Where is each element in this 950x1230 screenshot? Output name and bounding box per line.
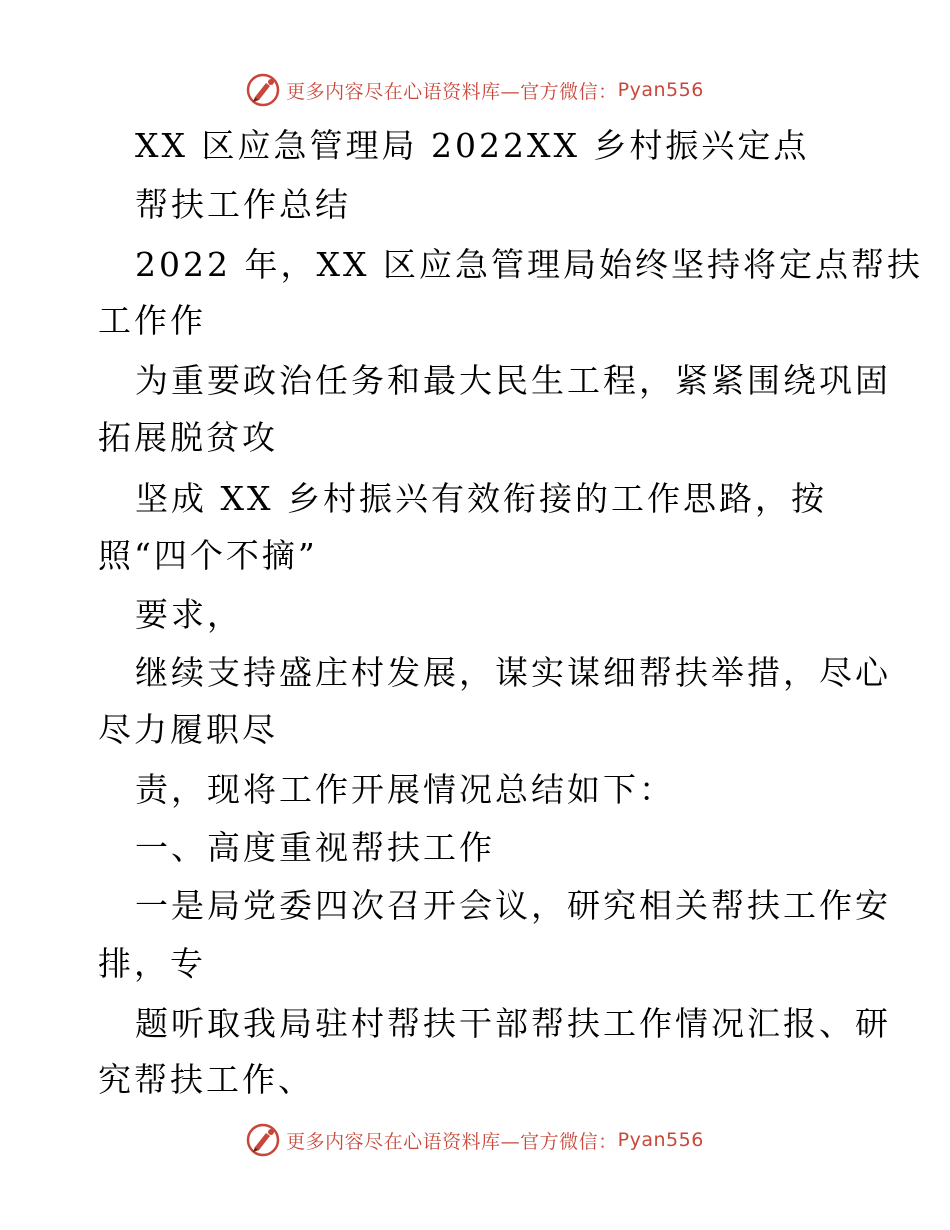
paragraph-line: 照“四个不摘” xyxy=(98,536,318,575)
watermark-wechat-id: Pyan556 xyxy=(617,1129,704,1151)
pen-logo-icon xyxy=(246,1123,280,1157)
paragraph-line: 为重要政治任务和最大民生工程，紧紧围绕巩固 xyxy=(135,361,891,400)
paragraph-line: 尽力履职尽 xyxy=(98,710,278,749)
paragraph-line: 拓展脱贫攻 xyxy=(98,418,278,457)
watermark-header xyxy=(0,70,950,110)
watermark-text: 更多内容尽在心语资料库—官方微信： xyxy=(286,80,618,103)
paragraph-line: 坚成 XX 乡村振兴有效衔接的工作思路，按 xyxy=(135,479,827,518)
watermark-wechat-id: Pyan556 xyxy=(617,79,704,101)
title-line-1: XX 区应急管理局 2022XX 乡村振兴定点 xyxy=(135,126,810,165)
watermark-text: 更多内容尽在心语资料库—官方微信： xyxy=(286,1130,618,1153)
watermark-footer xyxy=(0,1120,950,1160)
paragraph-line: 排，专 xyxy=(98,944,206,983)
pen-logo-icon xyxy=(246,73,280,107)
paragraph-line: 要求， xyxy=(135,595,243,634)
paragraph-line: 继续支持盛庄村发展，谋实谋细帮扶举措，尽心 xyxy=(135,653,891,692)
paragraph-line: 工作作 xyxy=(98,301,206,340)
paragraph-line: 2022 年，XX 区应急管理局始终坚持将定点帮扶 xyxy=(135,245,923,284)
paragraph-line: 题听取我局驻村帮扶干部帮扶工作情况汇报、研 xyxy=(135,1004,891,1043)
section-heading: 一、高度重视帮扶工作 xyxy=(135,828,495,867)
paragraph-line: 责，现将工作开展情况总结如下： xyxy=(135,770,675,809)
title-line-2: 帮扶工作总结 xyxy=(135,185,351,224)
paragraph-line: 一是局党委四次召开会议，研究相关帮扶工作安 xyxy=(135,886,891,925)
paragraph-line: 究帮扶工作、 xyxy=(98,1060,314,1099)
